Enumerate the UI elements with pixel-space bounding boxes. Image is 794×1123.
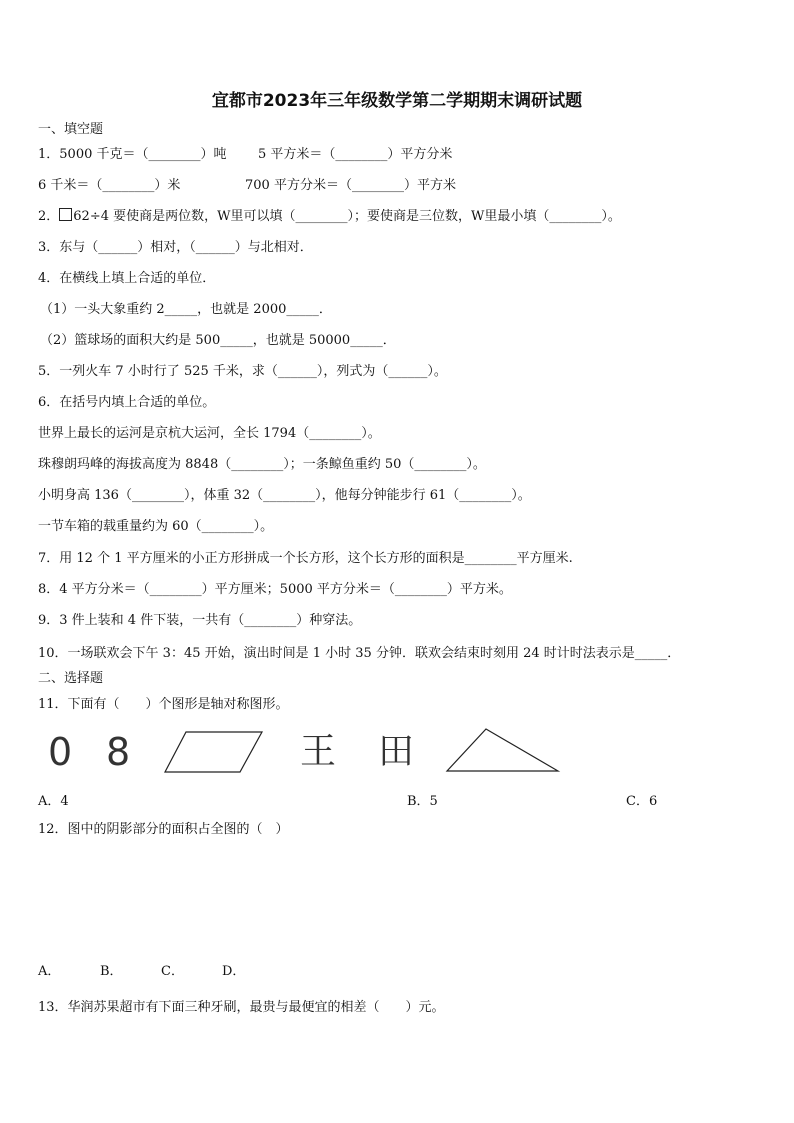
figure-character-wang: 王: [300, 731, 337, 772]
question-5: 5．一列火车 7 小时行了 525 千米，求（______），列式为（______）。: [38, 364, 447, 379]
question-13: 13．华润苏果超市有下面三种牙刷，最贵与最便宜的相差（ ）元。: [38, 1000, 445, 1015]
question-4-part-1: （1）一头大象重约 2_____，也就是 2000_____．: [40, 302, 332, 317]
question-1d: 700 平方分米＝（________）平方米: [245, 178, 456, 193]
question-9: 9．3 件上装和 4 件下装，一共有（________）种穿法。: [38, 613, 362, 628]
question-1a: 1．5000 千克＝（________）吨: [38, 147, 227, 162]
question-2-number: 2．: [38, 209, 60, 224]
figure-parallelogram-icon: [164, 731, 264, 773]
figure-character-tian: 田: [378, 731, 415, 772]
figure-digit-zero: 0: [48, 730, 73, 774]
question-1c: 6 千米＝（________）米: [38, 178, 181, 193]
question-3: 3．东与（______）相对，（______）与北相对．: [38, 240, 313, 255]
question-12-option-b: B．: [100, 964, 123, 979]
question-6-part-2: 珠穆朗玛峰的海拔高度为 8848（________）；一条鲸鱼重约 50（________）。: [38, 457, 486, 472]
question-12-option-c: C．: [161, 964, 184, 979]
question-11: 11．下面有（ ）个图形是轴对称图形。: [38, 697, 289, 712]
question-6: 6．在括号内填上合适的单位。: [38, 395, 216, 410]
page-title: 宜都市2023年三年级数学第二学期期末调研试题: [211, 91, 583, 111]
question-6-part-4: 一节车箱的载重量约为 60（________）。: [38, 519, 274, 534]
question-11-option-a: A．4: [38, 794, 69, 809]
question-8: 8．4 平方分米＝（________）平方厘米；5000 平方分米＝（________）平方米。: [38, 582, 512, 597]
question-10: 10．一场联欢会下午 3：45 开始，演出时间是 1 小时 35 分钟．联欢会结束时刻用 24 时计时法表示是_____．: [38, 646, 681, 661]
section-fill-in-title: 一、填空题: [38, 122, 104, 137]
question-7: 7．用 12 个 1 平方厘米的小正方形拼成一个长方形，这个长方形的面积是________平方厘米.: [38, 551, 573, 566]
question-4-part-2: （2）篮球场的面积大约是 500_____，也就是 50000_____．: [40, 333, 396, 348]
question-2-text: 62÷4 要使商是两位数，W里可以填（________）；要使商是三位数，W里最小填（________）。: [73, 209, 621, 224]
question-6-part-1: 世界上最长的运河是京杭大运河，全长 1794（________）。: [38, 426, 381, 441]
question-2: [38, 208, 621, 226]
figure-triangle-icon: [446, 728, 560, 774]
question-11-option-b: B．5: [407, 794, 438, 809]
question-11-option-c: C．6: [626, 794, 658, 809]
question-1b: 5 平方米＝（________）平方分米: [258, 147, 453, 162]
figure-digit-eight: 8: [106, 730, 131, 774]
question-4: 4．在横线上填上合适的单位．: [38, 271, 216, 286]
section-choice-title: 二、选择题: [38, 671, 104, 686]
question-12-option-d: D．: [222, 964, 246, 979]
question-12: 12．图中的阴影部分的面积占全图的（ ）: [38, 822, 289, 837]
question-6-part-3: 小明身高 136（________），体重 32（________），他每分钟能步行 61（________）。: [38, 488, 531, 503]
blank-box-icon: [59, 208, 72, 221]
question-12-option-a: A．: [38, 964, 61, 979]
